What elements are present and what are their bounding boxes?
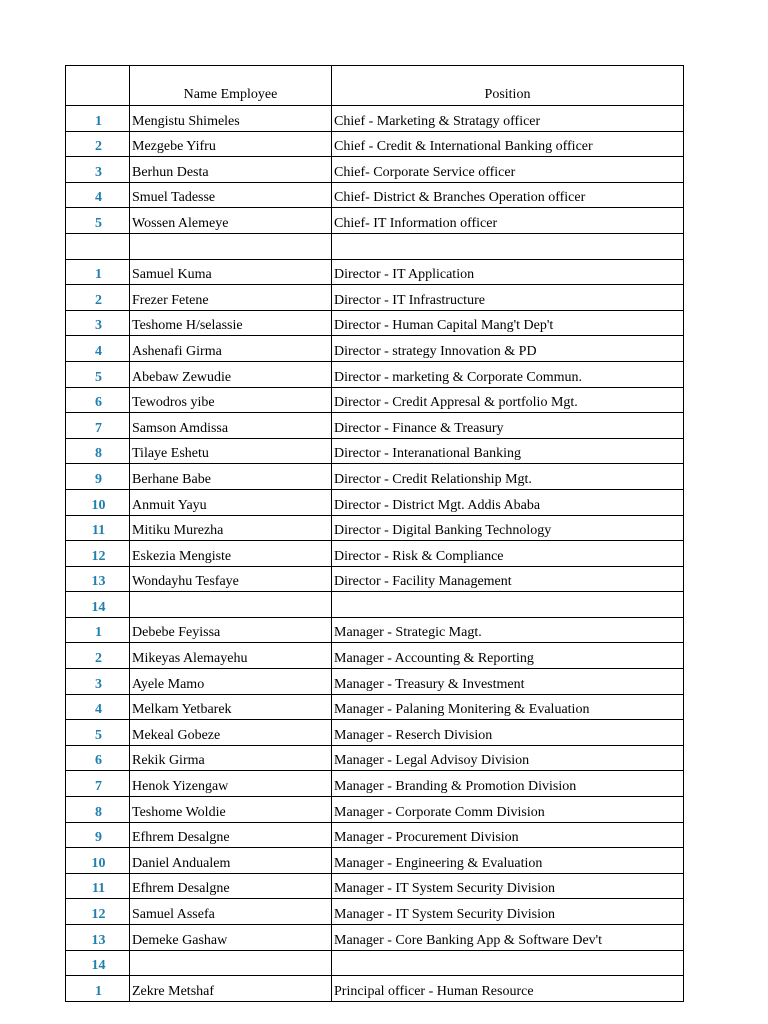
employee-position: Director - Digital Banking Technology: [332, 515, 684, 541]
employee-name: Efhrem Desalgne: [130, 822, 332, 848]
employee-position: Director - Risk & Compliance: [332, 541, 684, 567]
employee-name: Tewodros yibe: [130, 387, 332, 413]
table-row: [66, 310, 684, 336]
table-body: [66, 66, 684, 1002]
employee-position: Director - strategy Innovation & PD: [332, 336, 684, 362]
row-number: 6: [66, 387, 130, 413]
employee-position: Director - Credit Appresal & portfolio Mgt.: [332, 387, 684, 413]
header-number: [66, 66, 130, 106]
row-number: 3: [66, 669, 130, 695]
employee-position: Chief - Marketing & Stratagy officer: [332, 106, 684, 132]
table-row: [66, 413, 684, 439]
employee-name: Zekre Metshaf: [130, 976, 332, 1002]
employee-position: Manager - Reserch Division: [332, 720, 684, 746]
table-row: [66, 387, 684, 413]
row-number: [66, 233, 130, 259]
row-number: 10: [66, 848, 130, 874]
table-row: [66, 259, 684, 285]
table-row: [66, 822, 684, 848]
employee-position: Manager - Strategic Magt.: [332, 617, 684, 643]
table-row: [66, 182, 684, 208]
row-number: 14: [66, 950, 130, 976]
employee-name: Smuel Tadesse: [130, 182, 332, 208]
employee-name: [130, 950, 332, 976]
employee-position: Manager - IT System Security Division: [332, 873, 684, 899]
table-row: [66, 106, 684, 132]
employee-position: Director - marketing & Corporate Commun.: [332, 361, 684, 387]
employee-name: Daniel Andualem: [130, 848, 332, 874]
row-number: 7: [66, 771, 130, 797]
employee-name: Mezgebe Yifru: [130, 131, 332, 157]
employee-position: Manager - Treasury & Investment: [332, 669, 684, 695]
header-row: [66, 66, 684, 106]
row-number: 5: [66, 208, 130, 234]
row-number: 9: [66, 464, 130, 490]
table-row: [66, 464, 684, 490]
employee-position: Manager - IT System Security Division: [332, 899, 684, 925]
table-row: [66, 694, 684, 720]
table-row: [66, 157, 684, 183]
header-position: Position: [332, 66, 684, 106]
employee-name: Frezer Fetene: [130, 285, 332, 311]
employee-position: Chief- IT Information officer: [332, 208, 684, 234]
row-number: 13: [66, 566, 130, 592]
row-number: 1: [66, 617, 130, 643]
row-number: 11: [66, 873, 130, 899]
table-row: [66, 925, 684, 951]
employee-name: Henok Yizengaw: [130, 771, 332, 797]
employee-name: Samuel Assefa: [130, 899, 332, 925]
table-row: [66, 566, 684, 592]
table-row: [66, 208, 684, 234]
employee-position: Manager - Accounting & Reporting: [332, 643, 684, 669]
row-number: 2: [66, 131, 130, 157]
employee-position: Director - Interanational Banking: [332, 438, 684, 464]
row-number: 7: [66, 413, 130, 439]
employee-name: Rekik Girma: [130, 745, 332, 771]
row-number: 5: [66, 720, 130, 746]
employee-position: Director - Credit Relationship Mgt.: [332, 464, 684, 490]
table-row: [66, 592, 684, 618]
row-number: 3: [66, 157, 130, 183]
table-row: [66, 489, 684, 515]
table-row: [66, 797, 684, 823]
table-row: [66, 285, 684, 311]
employee-position: Manager - Procurement Division: [332, 822, 684, 848]
table-row: [66, 873, 684, 899]
row-number: 1: [66, 106, 130, 132]
employee-position: Manager - Palaning Monitering & Evaluation: [332, 694, 684, 720]
employee-name: Debebe Feyissa: [130, 617, 332, 643]
employee-name: Tilaye Eshetu: [130, 438, 332, 464]
table-row: [66, 541, 684, 567]
employee-position: [332, 950, 684, 976]
employee-position: Director - Human Capital Mang't Dep't: [332, 310, 684, 336]
employee-name: Mekeal Gobeze: [130, 720, 332, 746]
employee-name: Teshome H/selassie: [130, 310, 332, 336]
row-number: 14: [66, 592, 130, 618]
table-row: [66, 336, 684, 362]
table-row: [66, 899, 684, 925]
row-number: 2: [66, 643, 130, 669]
employee-name: Demeke Gashaw: [130, 925, 332, 951]
table-row: [66, 233, 684, 259]
employee-position: Chief- District & Branches Operation officer: [332, 182, 684, 208]
row-number: 12: [66, 541, 130, 567]
employee-name: Melkam Yetbarek: [130, 694, 332, 720]
row-number: 1: [66, 976, 130, 1002]
table-row: [66, 745, 684, 771]
table-row: [66, 438, 684, 464]
header-name: Name Employee: [130, 66, 332, 106]
employee-position: Manager - Branding & Promotion Division: [332, 771, 684, 797]
row-number: 10: [66, 489, 130, 515]
employee-name: Samson Amdissa: [130, 413, 332, 439]
employee-position: Manager - Core Banking App & Software Dev't: [332, 925, 684, 951]
employee-name: Mengistu Shimeles: [130, 106, 332, 132]
row-number: 1: [66, 259, 130, 285]
row-number: 2: [66, 285, 130, 311]
row-number: 6: [66, 745, 130, 771]
table-row: [66, 617, 684, 643]
employee-name: Ashenafi Girma: [130, 336, 332, 362]
employee-name: Ayele Mamo: [130, 669, 332, 695]
employee-name: Eskezia Mengiste: [130, 541, 332, 567]
employee-position: Chief- Corporate Service officer: [332, 157, 684, 183]
employee-name: Abebaw Zewudie: [130, 361, 332, 387]
employee-position: Principal officer - Human Resource: [332, 976, 684, 1002]
employee-position: [332, 592, 684, 618]
table-row: [66, 669, 684, 695]
employee-position: [332, 233, 684, 259]
row-number: 3: [66, 310, 130, 336]
row-number: 8: [66, 797, 130, 823]
employee-name: Mikeyas Alemayehu: [130, 643, 332, 669]
row-number: 9: [66, 822, 130, 848]
row-number: 11: [66, 515, 130, 541]
employee-position: Manager - Corporate Comm Division: [332, 797, 684, 823]
table-row: [66, 131, 684, 157]
employee-name: Berhane Babe: [130, 464, 332, 490]
row-number: 8: [66, 438, 130, 464]
row-number: 13: [66, 925, 130, 951]
row-number: 4: [66, 336, 130, 362]
employee-name: Mitiku Murezha: [130, 515, 332, 541]
row-number: 4: [66, 694, 130, 720]
employee-table: [65, 65, 684, 1002]
employee-name: Efhrem Desalgne: [130, 873, 332, 899]
table-row: [66, 848, 684, 874]
row-number: 5: [66, 361, 130, 387]
row-number: 4: [66, 182, 130, 208]
employee-position: Director - District Mgt. Addis Ababa: [332, 489, 684, 515]
table-row: [66, 976, 684, 1002]
employee-name: Samuel Kuma: [130, 259, 332, 285]
employee-name: [130, 592, 332, 618]
employee-position: Manager - Engineering & Evaluation: [332, 848, 684, 874]
employee-name: Wossen Alemeye: [130, 208, 332, 234]
employee-name: Wondayhu Tesfaye: [130, 566, 332, 592]
employee-name: Berhun Desta: [130, 157, 332, 183]
table-row: [66, 771, 684, 797]
table-row: [66, 643, 684, 669]
employee-position: Director - Finance & Treasury: [332, 413, 684, 439]
employee-name: [130, 233, 332, 259]
row-number: 12: [66, 899, 130, 925]
employee-position: Director - IT Application: [332, 259, 684, 285]
table-row: [66, 720, 684, 746]
employee-position: Director - Facility Management: [332, 566, 684, 592]
employee-name: Teshome Woldie: [130, 797, 332, 823]
table-row: [66, 950, 684, 976]
employee-name: Anmuit Yayu: [130, 489, 332, 515]
table-row: [66, 515, 684, 541]
employee-position: Director - IT Infrastructure: [332, 285, 684, 311]
table-row: [66, 361, 684, 387]
employee-position: Chief - Credit & International Banking officer: [332, 131, 684, 157]
employee-position: Manager - Legal Advisoy Division: [332, 745, 684, 771]
